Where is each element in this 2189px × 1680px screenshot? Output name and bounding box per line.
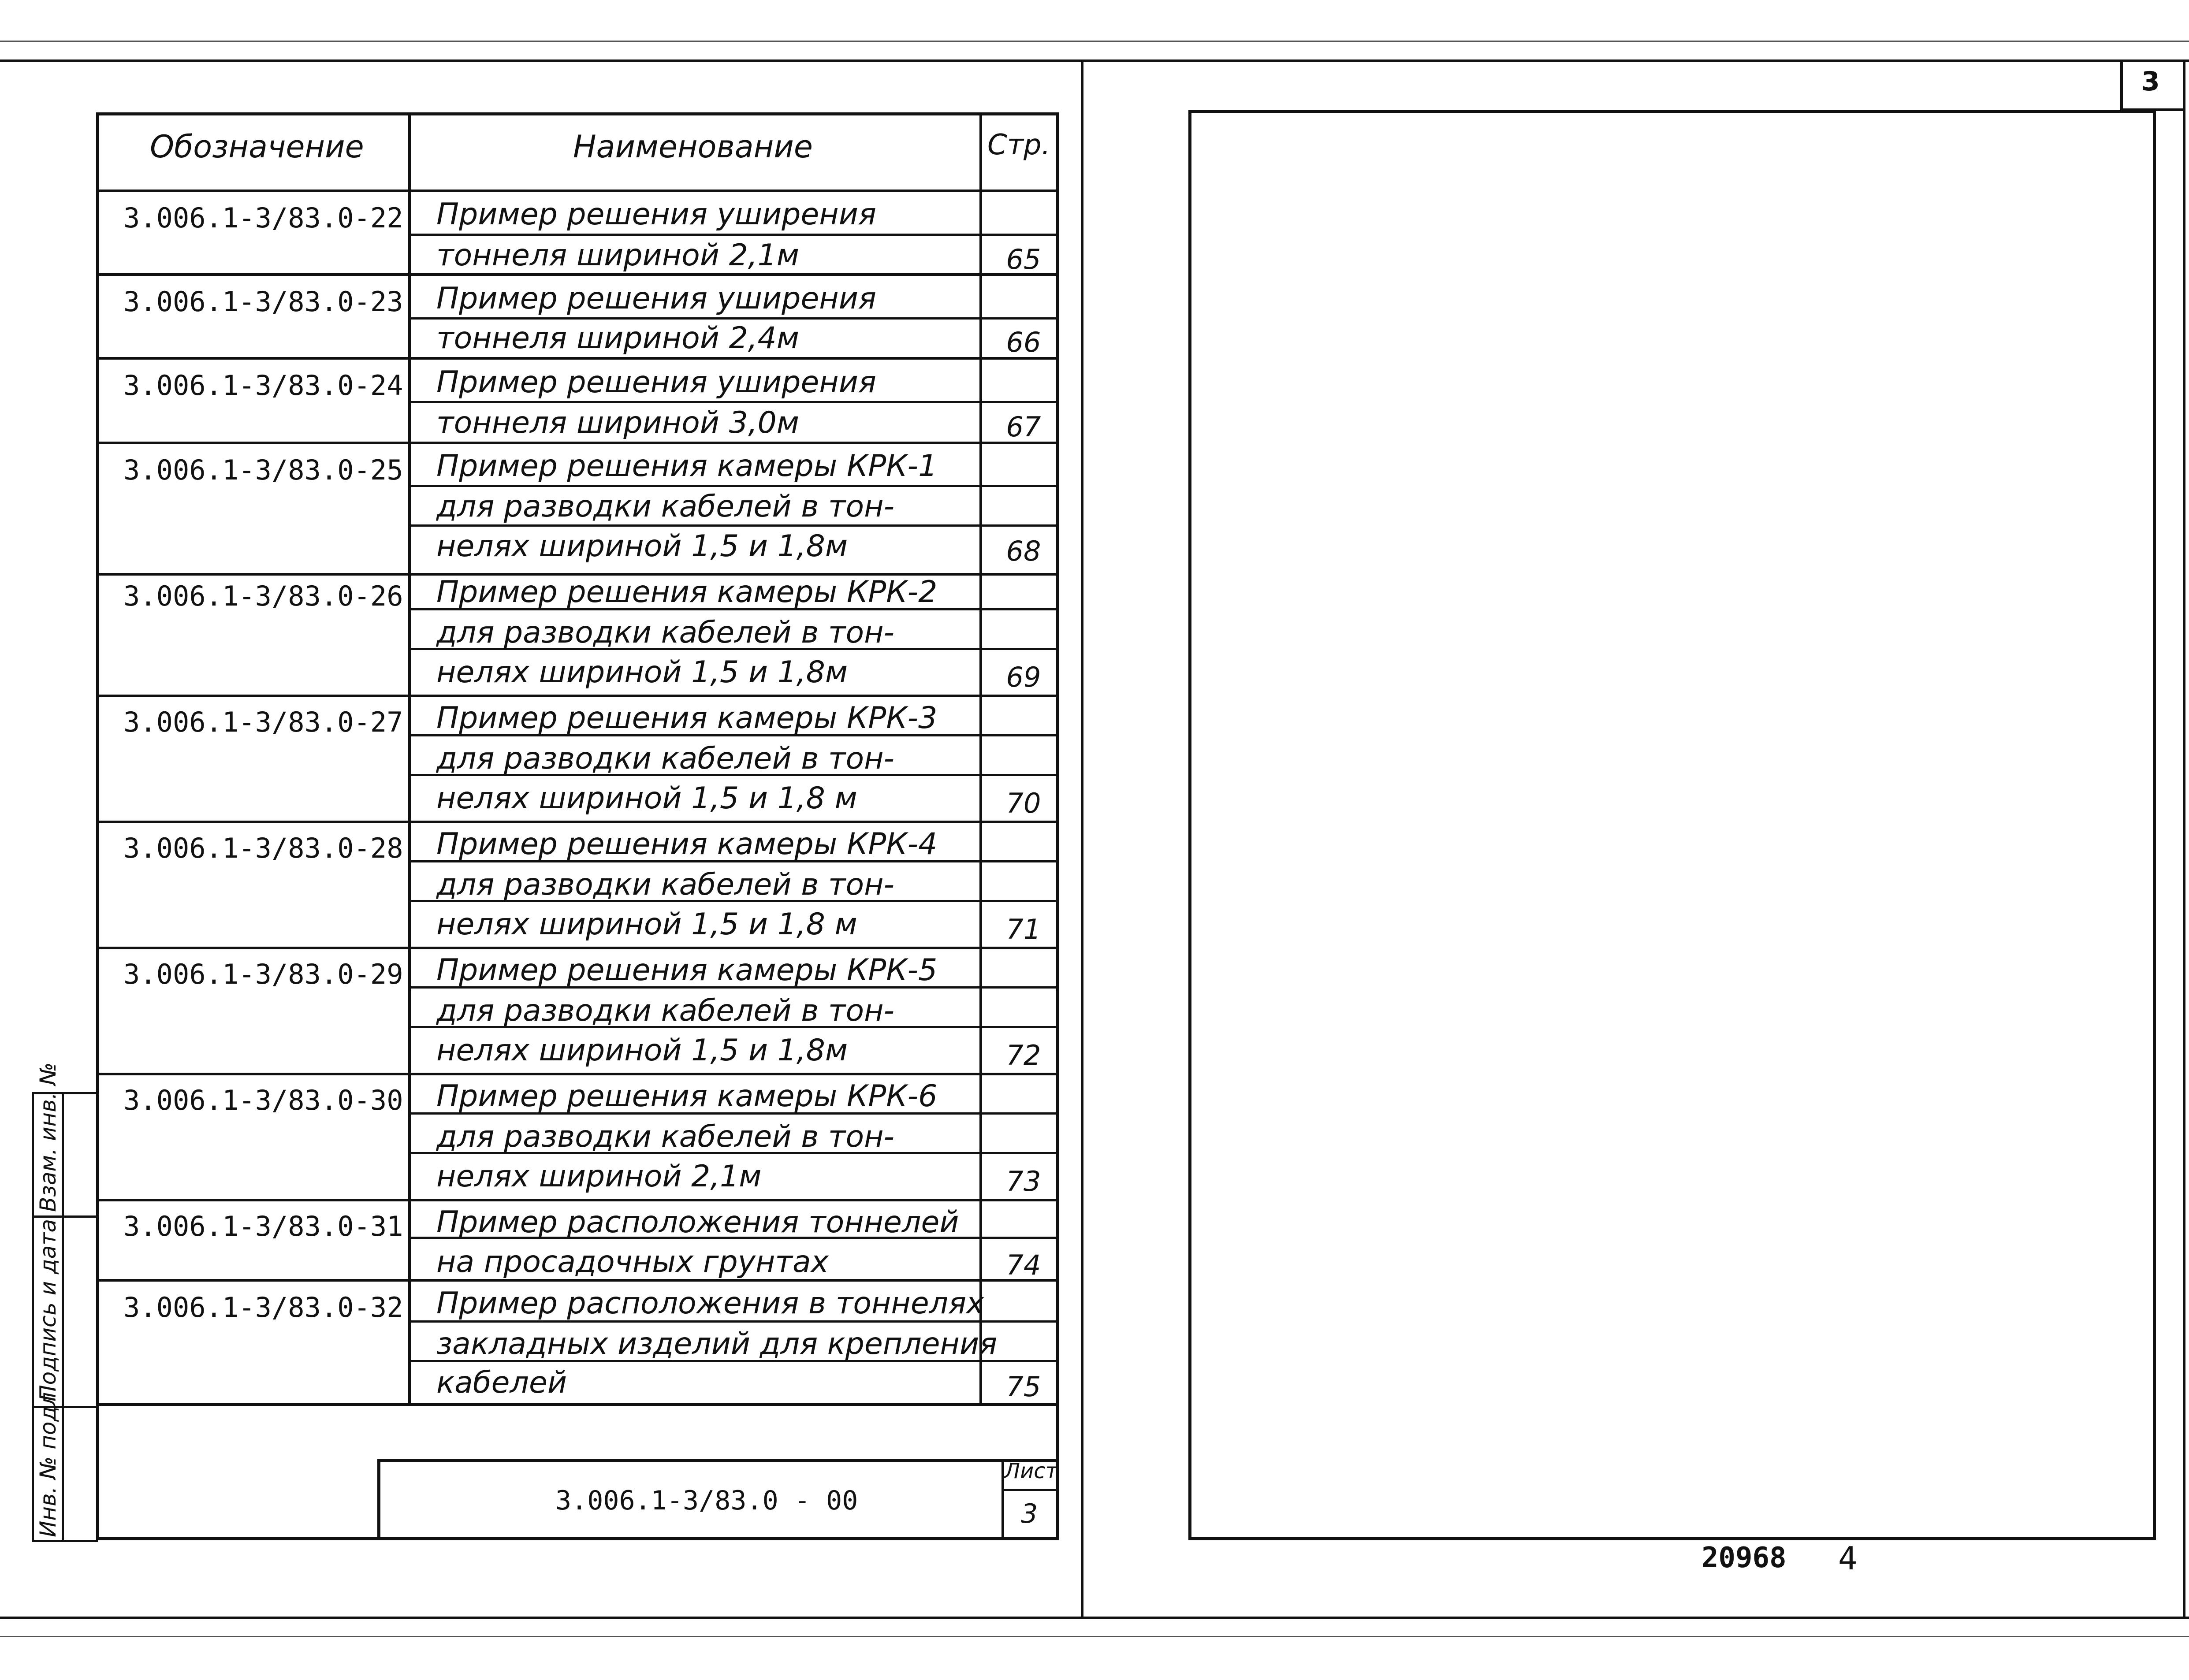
row-line: закладных изделий для крепления <box>436 1327 998 1361</box>
stamp-left-border <box>377 1459 380 1540</box>
row-line: тоннеля шириной 3,0м <box>436 405 800 440</box>
row-line: для разводки кабелей в тон- <box>436 615 895 650</box>
row-page: 66 <box>1006 326 1041 358</box>
row-code: 3.006.1-3/83.0-31 <box>123 1210 403 1242</box>
row-line: для разводки кабелей в тон- <box>436 741 895 776</box>
row-line: Пример решения камеры КРК-3 <box>436 701 938 736</box>
side-label-sign-date: Подпись и дата <box>35 1219 61 1401</box>
row-code: 3.006.1-3/83.0-25 <box>123 454 403 486</box>
row-line: нелях шириной 2,1м <box>436 1159 762 1194</box>
frame-bottom <box>1188 1537 2155 1540</box>
row-line: для разводки кабелей в тон- <box>436 867 895 902</box>
top-wavy-edge <box>0 41 2189 42</box>
row-line: нелях шириной 1,5 и 1,8м <box>436 655 848 690</box>
row-page: 71 <box>1006 913 1041 945</box>
line-separator <box>408 317 1059 320</box>
row-separator <box>96 442 1059 444</box>
line-separator <box>408 485 1059 487</box>
row-line: нелях шириной 1,5 и 1,8м <box>436 529 848 564</box>
row-code: 3.006.1-3/83.0-32 <box>123 1291 403 1323</box>
row-line: Пример расположения в тоннелях <box>436 1286 984 1321</box>
col-divider-2 <box>979 112 982 1406</box>
stamp-sheet-number: 3 <box>1021 1498 1038 1529</box>
row-code: 3.006.1-3/83.0-30 <box>123 1084 403 1116</box>
row-line: на просадочных грунтах <box>436 1245 829 1279</box>
row-page: 65 <box>1006 243 1041 275</box>
side-stamp-inner <box>62 1092 64 1542</box>
row-separator <box>96 357 1059 360</box>
row-page: 74 <box>1006 1249 1041 1281</box>
header-page: Стр. <box>987 129 1050 161</box>
row-page: 75 <box>1006 1371 1041 1403</box>
header-bottom-border <box>96 190 1059 192</box>
row-line: для разводки кабелей в тон- <box>436 993 895 1028</box>
header-name: Наименование <box>573 129 813 165</box>
right-page-edge <box>2183 61 2185 1617</box>
side-stamp-div1 <box>32 1215 98 1218</box>
frame-top <box>1188 110 2155 113</box>
bottom-wavy-edge <box>0 1636 2189 1637</box>
row-line: Пример решения уширения <box>436 281 876 316</box>
row-line: нелях шириной 1,5 и 1,8 м <box>436 781 857 816</box>
fold-divider <box>1081 61 1083 1617</box>
row-code: 3.006.1-3/83.0-27 <box>123 706 403 738</box>
row-separator <box>96 947 1059 949</box>
table-top-border <box>96 112 1059 115</box>
frame-left <box>1188 110 1191 1540</box>
row-line: Пример решения камеры КРК-2 <box>436 575 938 610</box>
row-separator <box>96 1403 1059 1406</box>
row-line: кабелей <box>436 1365 567 1400</box>
corner-box-bottom <box>2120 108 2185 111</box>
bottom-sheet-edge <box>0 1617 2189 1619</box>
row-separator <box>96 1199 1059 1201</box>
table-left-border <box>96 112 99 1540</box>
row-line: Пример решения камеры КРК-5 <box>436 953 938 988</box>
side-stamp-bottom <box>32 1540 98 1542</box>
side-label-replace-inv: Взам. инв. № <box>35 1062 61 1212</box>
row-code: 3.006.1-3/83.0-28 <box>123 832 403 864</box>
row-separator <box>96 273 1059 276</box>
row-line: Пример решения уширения <box>436 365 876 400</box>
stamp-sheet-hline <box>1001 1489 1059 1491</box>
row-line: Пример решения камеры КРК-6 <box>436 1079 938 1114</box>
row-separator <box>96 1073 1059 1075</box>
frame-right <box>2153 110 2156 1540</box>
line-separator <box>408 524 1059 527</box>
row-line: тоннеля шириной 2,4м <box>436 321 800 356</box>
stamp-sheet-label: Лист <box>1004 1459 1058 1483</box>
corner-box-left <box>2120 61 2123 110</box>
row-line: Пример расположения тоннелей <box>436 1205 959 1240</box>
row-code: 3.006.1-3/83.0-24 <box>123 369 403 401</box>
table-bottom-border <box>96 1537 1059 1540</box>
row-line: нелях шириной 1,5 и 1,8 м <box>436 907 857 942</box>
stamp-doc-code: 3.006.1-3/83.0 - 00 <box>555 1485 858 1516</box>
row-page: 67 <box>1006 411 1041 443</box>
side-stamp-outer-left <box>32 1092 34 1542</box>
archive-mark: 4 <box>1838 1540 1858 1577</box>
row-separator <box>96 695 1059 697</box>
archive-number: 20968 <box>1701 1542 1787 1574</box>
line-separator <box>408 234 1059 236</box>
row-page: 72 <box>1006 1039 1041 1071</box>
top-sheet-edge <box>0 59 2189 62</box>
row-line: для разводки кабелей в тон- <box>436 1119 895 1154</box>
row-line: для разводки кабелей в тон- <box>436 489 895 524</box>
row-line: Пример решения уширения <box>436 197 876 232</box>
row-page: 69 <box>1006 661 1041 693</box>
row-page: 73 <box>1006 1165 1041 1197</box>
row-page: 68 <box>1006 535 1041 567</box>
row-separator <box>96 821 1059 823</box>
stamp-top-border <box>377 1459 1059 1462</box>
header-code: Обозначение <box>150 129 364 165</box>
row-page: 70 <box>1006 787 1041 819</box>
side-label-inv-orig: Инв. № подл. <box>35 1385 61 1537</box>
row-code: 3.006.1-3/83.0-29 <box>123 958 403 990</box>
row-code: 3.006.1-3/83.0-22 <box>123 202 403 234</box>
row-line: Пример решения камеры КРК-1 <box>436 449 938 483</box>
row-code: 3.006.1-3/83.0-23 <box>123 286 403 318</box>
row-line: нелях шириной 1,5 и 1,8м <box>436 1033 848 1068</box>
line-separator <box>408 401 1059 403</box>
corner-sheet-number: 3 <box>2141 66 2160 97</box>
row-code: 3.006.1-3/83.0-26 <box>123 580 403 612</box>
row-line: Пример решения камеры КРК-4 <box>436 827 938 862</box>
row-line: тоннеля шириной 2,1м <box>436 238 800 273</box>
col-divider-1 <box>408 112 411 1406</box>
